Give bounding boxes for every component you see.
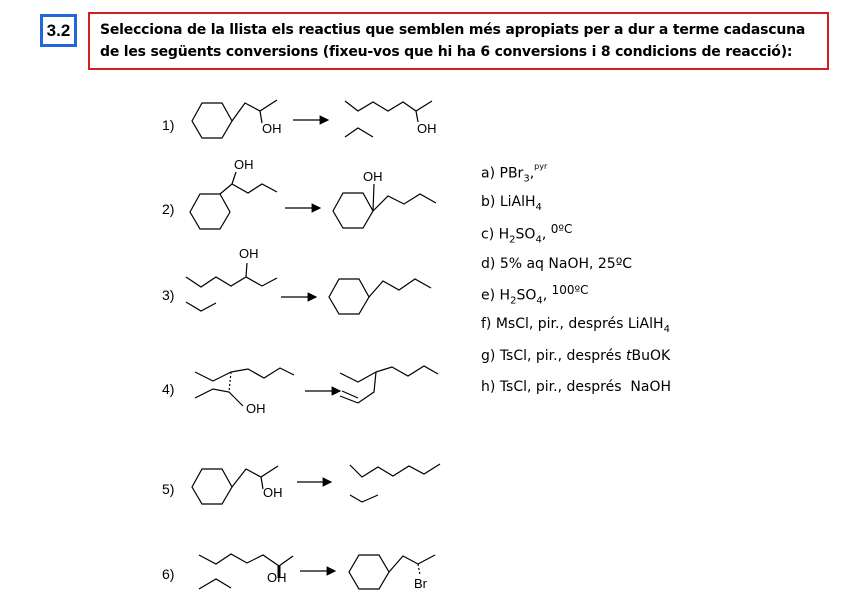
option-c-reagent-1: H [498,226,510,243]
option-b-reagent-sub: 4 [535,201,542,213]
conversion-5-start-oh: OH [263,485,283,500]
option-g-text: TsCl, pir., després [499,348,626,364]
conversion-3-label: 3) [162,287,175,303]
option-c-reagent-2-sub: 4 [535,234,542,246]
conversion-3-start-molecule [186,263,277,311]
option-b-reagent: LiAlH [499,194,536,210]
option-f-text: MsCl, pir., després LiAlH [495,316,664,332]
conversion-1-product-oh: OH [417,121,437,136]
option-c-sep: , [541,226,547,243]
option-a-sep: , [529,165,535,182]
conversion-5-product-molecule [350,464,440,502]
option-e-reagent-1: H [499,287,511,304]
conversion-3-start-oh: OH [239,246,259,261]
option-d-letter: d) [481,256,496,272]
option-h [481,379,671,395]
conversion-2-product-oh: OH [363,169,383,184]
option-f [481,316,670,335]
option-e-letter: e) [481,287,496,304]
option-f-text-sub: 4 [663,323,670,335]
option-e [481,283,589,306]
option-d-text: 5% aq NaOH, 25ºC [499,256,633,272]
conversion-1-label: 1) [162,117,175,133]
problem-instruction: Selecciona de la llista els reactius que semblen més apropiats per a dur a terme cadascuna de les següents conversions (fixeu-vos que hi ha 6 conversions i 8 condicions de reacció): [88,12,829,70]
option-c-reagent-1-sub: 2 [509,234,516,246]
option-c-reagent-2: SO [515,226,536,243]
option-a-reagent: PBr [499,165,524,182]
option-g-text-2: BuOK [631,348,671,364]
conversion-2-start-oh: OH [234,157,254,172]
conversion-6-product-br: Br [414,576,427,591]
option-e-sep: , [542,287,548,304]
option-c [481,222,572,245]
option-b [481,194,542,213]
option-a-reagent-sub: 3 [523,173,530,185]
option-a-letter: a) [481,165,496,182]
option-g-letter: g) [481,348,496,364]
option-g [481,348,670,364]
problem-number: 3.2 [40,14,77,47]
option-d [481,256,632,272]
conversion-2-label: 2) [162,201,175,217]
option-e-cond: 100ºC [551,283,589,297]
option-a-cond: pyr [534,162,548,171]
conversion-6-start-oh: OH [267,570,287,585]
option-h-text: TsCl, pir., després NaOH [499,379,672,395]
conversion-2-start-molecule [190,172,277,229]
conversion-4-label: 4) [162,381,175,397]
option-c-letter: c) [481,226,495,243]
conversion-5-label: 5) [162,481,175,497]
option-a [481,162,548,185]
conversion-6-label: 6) [162,566,175,582]
conversion-2-product-molecule [333,184,436,228]
conversion-4-start-molecule [195,368,294,406]
option-c-cond: 0ºC [550,222,573,236]
conversion-1-start-oh: OH [262,121,282,136]
option-b-letter: b) [481,194,496,210]
option-h-letter: h) [481,379,496,395]
option-f-letter: f) [481,316,492,332]
conversion-3-product-molecule [329,279,431,314]
option-g-italic: t [626,348,632,364]
conversion-4-product-molecule [340,366,438,403]
conversion-4-start-oh: OH [246,401,266,416]
option-e-reagent-2: SO [516,287,537,304]
option-e-reagent-2-sub: 4 [536,295,543,307]
option-e-reagent-1-sub: 2 [510,295,517,307]
